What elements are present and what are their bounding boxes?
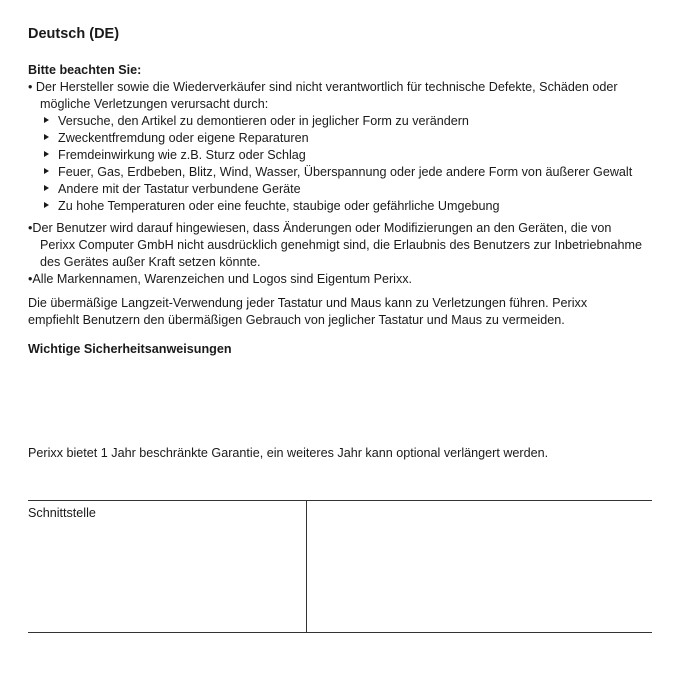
- cause-item: Feuer, Gas, Erdbeben, Blitz, Wind, Wasser, Überspannung oder jede andere Form von äußerer Gewalt: [28, 164, 658, 181]
- cause-item: Andere mit der Tastatur verbundene Geräte: [28, 181, 658, 198]
- modification-line-3: des Gerätes außer Kraft setzen könnte.: [40, 255, 261, 269]
- table-cell-interface: Schnittstelle: [28, 506, 96, 520]
- triangle-bullet-icon: [44, 185, 49, 191]
- triangle-bullet-icon: [44, 117, 49, 123]
- table-top-border: [28, 500, 652, 501]
- notice-section: [28, 62, 658, 288]
- table-bottom-border: [28, 632, 652, 633]
- triangle-bullet-icon: [44, 168, 49, 174]
- triangle-bullet-icon: [44, 134, 49, 140]
- usage-warning-line-2: empfiehlt Benutzern den übermäßigen Gebrauch von jeglicher Tastatur und Maus zu vermeiden.: [28, 313, 565, 327]
- usage-warning-line-1: Die übermäßige Langzeit-Verwendung jeder Tastatur und Maus kann zu Verletzungen führen. Perixx: [28, 296, 588, 310]
- cause-item: Zu hohe Temperaturen oder eine feuchte, staubige oder gefährliche Umgebung: [28, 198, 658, 215]
- usage-warning: [28, 295, 658, 329]
- safety-heading: Wichtige Sicherheitsanweisungen: [28, 342, 232, 356]
- trademark-line: •Alle Markennamen, Warenzeichen und Logos sind Eigentum Perixx.: [28, 272, 413, 286]
- triangle-bullet-icon: [44, 202, 49, 208]
- cause-item: Fremdeinwirkung wie z.B. Sturz oder Schlag: [28, 147, 658, 164]
- table-column-divider: [306, 500, 307, 632]
- modification-line-1: •Der Benutzer wird darauf hingewiesen, dass Änderungen oder Modifizierungen an den Geräten, die von: [28, 221, 612, 235]
- manufacturer-line-2: mögliche Verletzungen verursacht durch:: [40, 97, 269, 111]
- triangle-bullet-icon: [44, 151, 49, 157]
- language-heading: Deutsch (DE): [28, 26, 120, 42]
- cause-item: Zweckentfremdung oder eigene Reparaturen: [28, 130, 658, 147]
- manufacturer-line-1: • Der Hersteller sowie die Wiederverkäufer sind nicht verantwortlich für technische Defekte, Schäden oder: [28, 80, 618, 94]
- notice-title: Bitte beachten Sie:: [28, 63, 142, 77]
- warranty-text: Perixx bietet 1 Jahr beschränkte Garantie, ein weiteres Jahr kann optional verlängert werden.: [28, 446, 549, 460]
- modification-line-2: Perixx Computer GmbH nicht ausdrücklich genehmigt sind, die Erlaubnis des Benutzers zur Inbetriebnahme: [40, 238, 642, 252]
- cause-item: Versuche, den Artikel zu demontieren oder in jeglicher Form zu verändern: [28, 113, 658, 130]
